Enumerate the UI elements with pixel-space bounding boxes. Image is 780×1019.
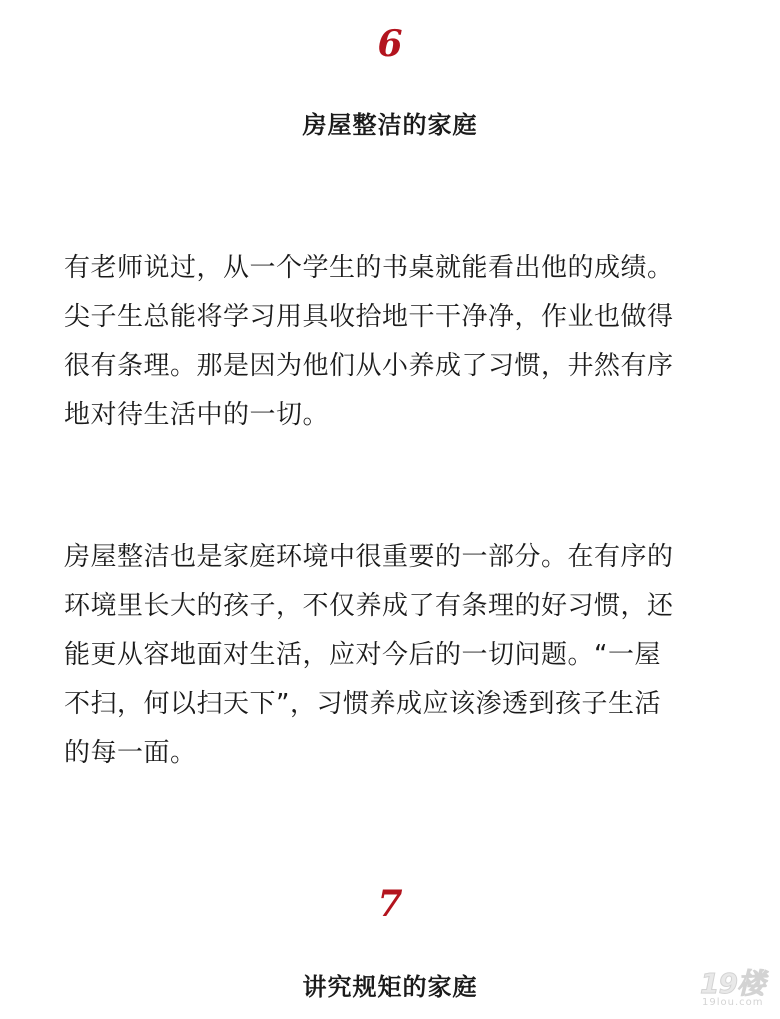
paragraph-line: 房屋整洁也是家庭环境中很重要的一部分。在有序的 [64, 542, 674, 572]
section-title-7: 讲究规矩的家庭 [302, 973, 478, 1001]
watermark-domain: 19lou.com [702, 997, 764, 1008]
paragraph-line: 很有条理。那是因为他们从小养成了习惯，井然有序 [64, 351, 674, 381]
paragraph-line: 能更从容地面对生活，应对今后的一切问题。“一屋 [64, 640, 661, 670]
section-number-6: 6 [377, 23, 403, 65]
paragraph-desk [64, 244, 724, 440]
site-watermark [700, 969, 772, 1011]
section-title-6: 房屋整洁的家庭 [302, 111, 478, 139]
section-number-7: 7 [377, 883, 403, 925]
paragraph-tidy-home [64, 533, 724, 778]
paragraph-line: 尖子生总能将学习用具收拾地干干净净，作业也做得 [64, 302, 674, 332]
paragraph-line: 有老师说过，从一个学生的书桌就能看出他的成绩。 [64, 253, 674, 283]
paragraph-line: 的每一面。 [64, 738, 197, 768]
paragraph-line: 不扫，何以扫天下”，习惯养成应该渗透到孩子生活 [64, 689, 661, 719]
paragraph-line: 地对待生活中的一切。 [64, 400, 330, 430]
paragraph-line: 环境里长大的孩子，不仅养成了有条理的好习惯，还 [64, 591, 674, 621]
watermark-logo: 19楼 [700, 967, 764, 1000]
